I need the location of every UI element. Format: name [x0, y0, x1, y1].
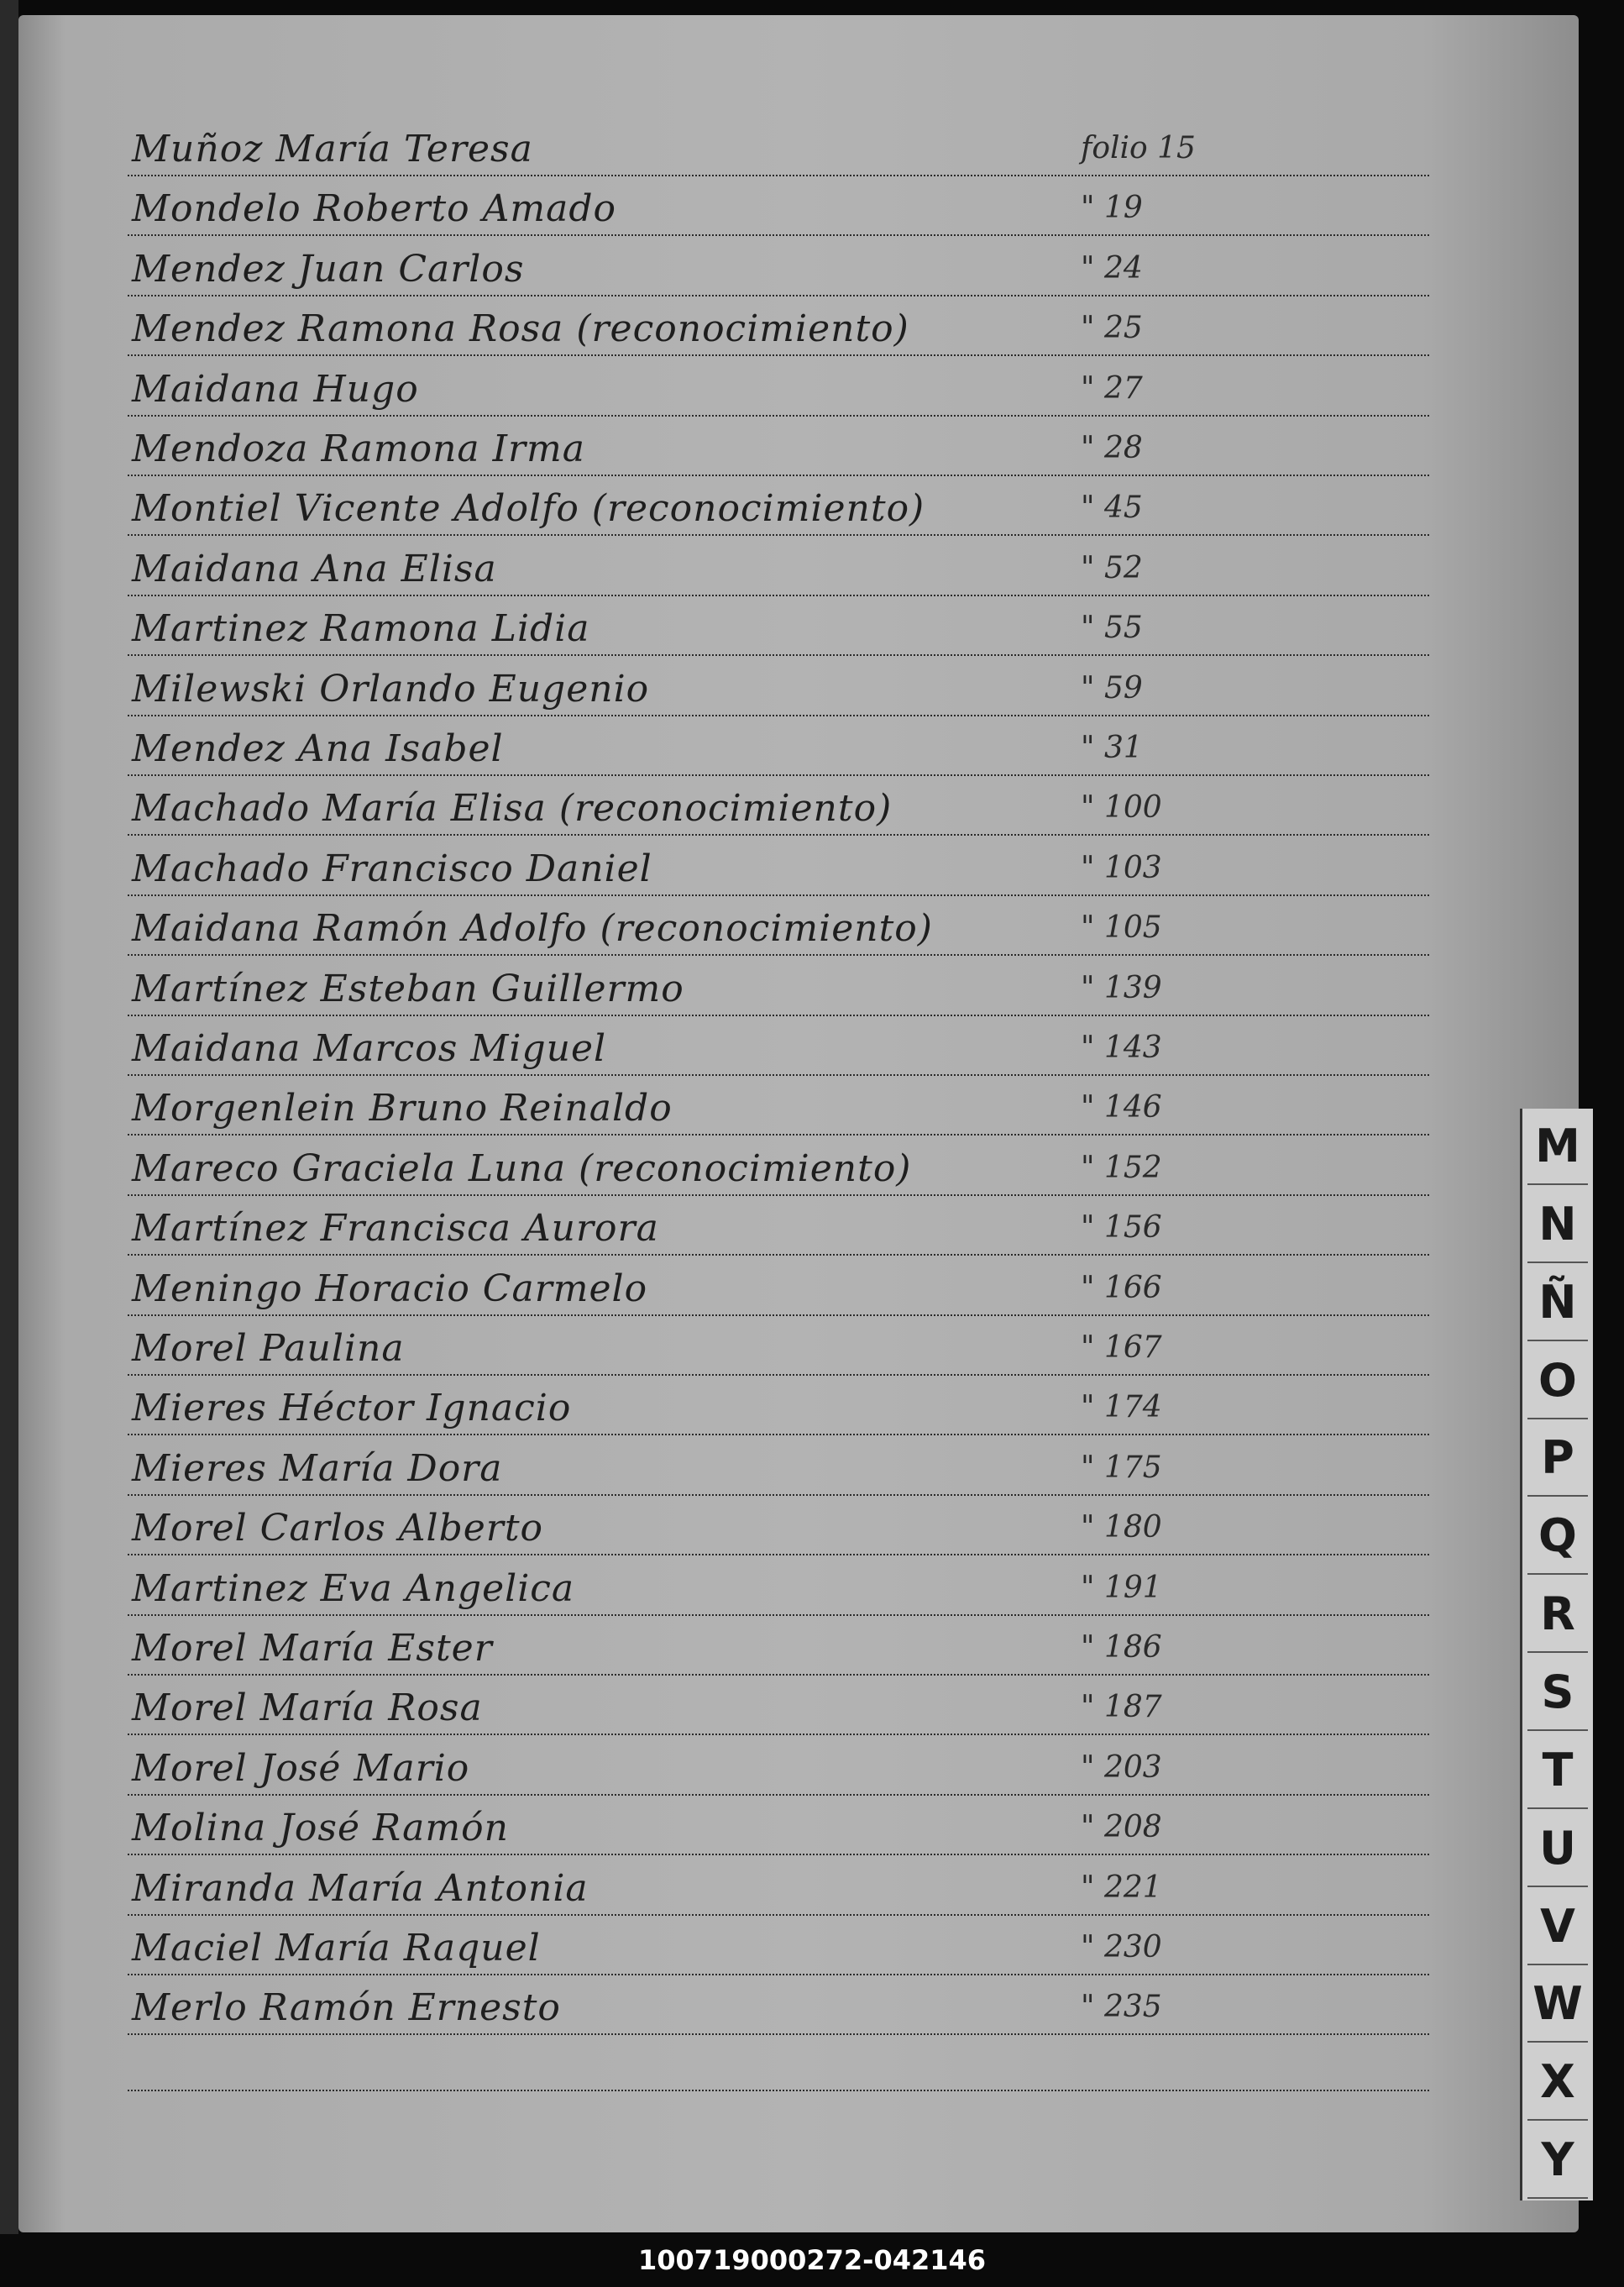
ruled-line	[128, 354, 1429, 356]
entry-folio: " 166	[1081, 1271, 1162, 1305]
entry-folio: " 191	[1081, 1571, 1162, 1605]
entry-folio: " 152	[1081, 1151, 1162, 1185]
index-tab[interactable]: O	[1527, 1343, 1588, 1419]
empty-ruled-line	[128, 2090, 1429, 2091]
alphabet-index-tabs	[1520, 1109, 1593, 2200]
ruled-line	[128, 1134, 1429, 1136]
entry-name: Machado Francisco Daniel	[132, 847, 652, 890]
entry-name: Miranda María Antonia	[132, 1867, 589, 1910]
entry-name: Martínez Esteban Guillermo	[132, 968, 684, 1010]
entry-name: Mendez Juan Carlos	[132, 248, 525, 291]
index-tab[interactable]: Y	[1527, 2122, 1588, 2199]
entry-folio: " 230	[1081, 1930, 1162, 1964]
index-tab[interactable]: P	[1527, 1420, 1588, 1497]
entry-name: Morel Paulina	[132, 1327, 405, 1370]
ruled-line	[128, 1854, 1429, 1855]
ruled-line	[128, 295, 1429, 296]
ruled-line	[128, 1374, 1429, 1376]
ruled-line	[128, 1314, 1429, 1316]
entry-name: Morel José Mario	[132, 1747, 470, 1790]
entry-name: Martínez Francisca Aurora	[132, 1207, 659, 1250]
index-tab[interactable]: Q	[1527, 1498, 1588, 1575]
entry-folio: " 146	[1081, 1090, 1162, 1125]
entry-folio: " 55	[1081, 611, 1143, 645]
ruled-line	[128, 1554, 1429, 1555]
entry-folio: " 24	[1081, 251, 1143, 286]
ruled-line	[128, 234, 1429, 236]
entry-folio: " 187	[1081, 1690, 1162, 1724]
ledger-page	[18, 15, 1579, 2232]
entry-folio: " 59	[1081, 671, 1143, 706]
ruled-line	[128, 475, 1429, 476]
entry-folio: " 25	[1081, 311, 1143, 345]
index-tab[interactable]: X	[1527, 2044, 1588, 2121]
ruled-line	[128, 1794, 1429, 1796]
ruled-line	[128, 654, 1429, 656]
ruled-line	[128, 894, 1429, 896]
entry-folio: " 156	[1081, 1210, 1162, 1245]
entry-name: Morel María Rosa	[132, 1686, 483, 1729]
ruled-line	[128, 1254, 1429, 1256]
entry-folio: " 103	[1081, 851, 1162, 885]
entry-folio: " 208	[1081, 1810, 1162, 1844]
entry-folio: " 203	[1081, 1750, 1162, 1785]
ruled-line	[128, 774, 1429, 776]
ruled-line	[128, 954, 1429, 956]
entry-folio: " 27	[1081, 371, 1143, 406]
entry-name: Mieres Héctor Ignacio	[132, 1387, 572, 1429]
index-tab[interactable]: N	[1527, 1187, 1588, 1263]
index-tab[interactable]: U	[1527, 1811, 1588, 1887]
entry-name: Morel Carlos Alberto	[132, 1507, 543, 1550]
ruled-line	[128, 1074, 1429, 1076]
entry-folio: " 221	[1081, 1870, 1162, 1905]
index-tab[interactable]: W	[1527, 1966, 1588, 2043]
index-tab[interactable]: T	[1527, 1733, 1588, 1809]
entry-name: Mondelo Roberto Amado	[132, 187, 617, 230]
entry-folio: " 28	[1081, 431, 1143, 465]
entry-name: Morel María Ester	[132, 1627, 493, 1670]
ruled-line	[128, 1734, 1429, 1735]
index-tab[interactable]: Ñ	[1527, 1265, 1588, 1341]
entry-folio: " 100	[1081, 790, 1162, 825]
entry-folio: " 19	[1081, 191, 1143, 225]
entry-folio: " 175	[1081, 1450, 1162, 1485]
entry-name: Molina José Ramón	[132, 1807, 509, 1849]
ruled-line	[128, 1194, 1429, 1196]
entry-name: Mendez Ana Isabel	[132, 727, 504, 770]
ruled-line	[128, 1494, 1429, 1496]
ruled-line	[128, 1434, 1429, 1435]
ruled-line	[128, 834, 1429, 836]
ruled-line	[128, 715, 1429, 716]
entry-name: Meningo Horacio Carmelo	[132, 1267, 648, 1310]
ruled-line	[128, 1674, 1429, 1676]
image-identifier: 100719000272-042146	[637, 2244, 987, 2276]
book-spine	[0, 0, 18, 2234]
entry-name: Maidana Hugo	[132, 368, 419, 411]
entry-name: Machado María Elisa (reconocimiento)	[132, 787, 893, 830]
ruled-line	[128, 1614, 1429, 1616]
ruled-line	[128, 2033, 1429, 2035]
ruled-line	[128, 595, 1429, 596]
entry-folio: " 174	[1081, 1390, 1162, 1424]
entry-folio: " 180	[1081, 1510, 1162, 1545]
entry-name: Maciel María Raquel	[132, 1927, 541, 1970]
ruled-line	[128, 1974, 1429, 1975]
entry-name: Mendoza Ramona Irma	[132, 428, 585, 470]
ruled-line	[128, 415, 1429, 417]
ruled-line	[128, 1914, 1429, 1916]
entry-name: Morgenlein Bruno Reinaldo	[132, 1087, 673, 1130]
entry-folio: " 52	[1081, 551, 1143, 585]
entry-folio: " 143	[1081, 1031, 1162, 1065]
ruled-line	[128, 1015, 1429, 1016]
entry-name: Maidana Ramón Adolfo (reconocimiento)	[132, 907, 933, 950]
entry-name: Martinez Ramona Lidia	[132, 607, 590, 650]
index-tab[interactable]: V	[1527, 1889, 1588, 1965]
entry-folio: " 139	[1081, 971, 1162, 1005]
entry-name: Martinez Eva Angelica	[132, 1567, 575, 1610]
entry-name: Maidana Ana Elisa	[132, 548, 497, 590]
entry-folio: " 167	[1081, 1330, 1162, 1365]
entry-name: Muñoz María Teresa	[132, 128, 533, 170]
entry-name: Montiel Vicente Adolfo (reconocimiento)	[132, 487, 925, 530]
entry-name: Maidana Marcos Miguel	[132, 1027, 607, 1070]
entry-name: Mareco Graciela Luna (reconocimiento)	[132, 1147, 912, 1190]
entry-folio: " 235	[1081, 1990, 1162, 2024]
entry-name: Merlo Ramón Ernesto	[132, 1986, 561, 2029]
entry-folio: " 31	[1081, 731, 1143, 765]
index-tab[interactable]: S	[1527, 1655, 1588, 1731]
entry-folio: " 45	[1081, 490, 1143, 525]
entry-folio: " 105	[1081, 910, 1162, 945]
index-tab[interactable]: R	[1527, 1576, 1588, 1653]
entry-name: Mieres María Dora	[132, 1447, 503, 1490]
entry-folio: folio 15	[1081, 131, 1196, 165]
ruled-line	[128, 175, 1429, 176]
entry-name: Milewski Orlando Eugenio	[132, 668, 650, 711]
ruled-line	[128, 534, 1429, 536]
entry-folio: " 186	[1081, 1630, 1162, 1665]
index-tab[interactable]: M	[1527, 1109, 1588, 1185]
entry-name: Mendez Ramona Rosa (reconocimiento)	[132, 307, 909, 350]
